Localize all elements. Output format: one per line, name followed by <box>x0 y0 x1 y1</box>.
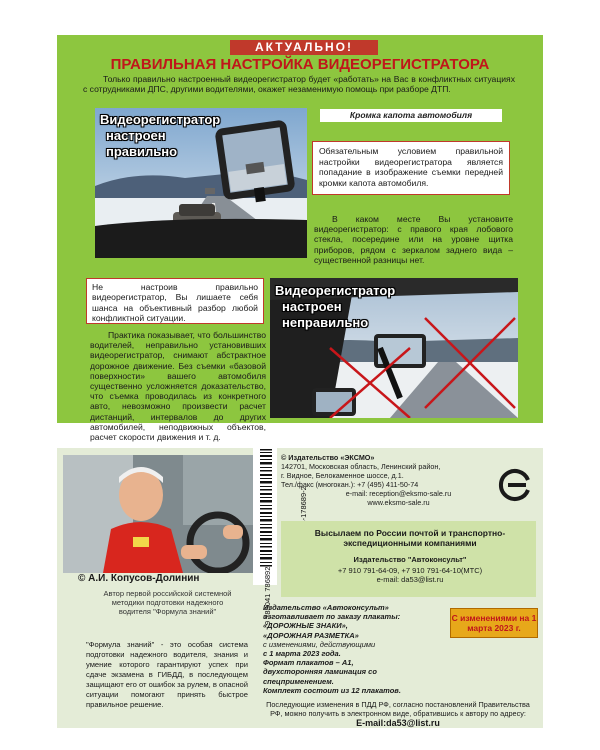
photo-bad-caption-1: Видеорегистратор <box>275 283 396 298</box>
publisher-info <box>281 453 516 507</box>
author-photo <box>63 455 253 573</box>
shipping-email: e-mail: da53@list.ru <box>376 575 444 585</box>
publisher-name: © Издательство «ЭКСМО» <box>281 453 375 462</box>
order-line-5: с изменениями, действующими <box>263 639 376 649</box>
formula-description: "Формула знаний" - это особая система подготовки надежного водителя, знания и умение которого гарантируют успех при сдаче экзамена в ГИБДД, в последующем защищают его от ошибок за рулем, в опасной ситуации помогают принять быстрое правильное решение. <box>86 640 248 709</box>
publisher-address-1: 142701, Московская область, Ленинский район, <box>281 462 441 471</box>
shipping-company: Издательство "Автоконсульт" <box>353 555 467 564</box>
actual-badge: АКТУАЛЬНО! <box>230 40 378 55</box>
bottom-email: E-mail:da53@list.ru <box>356 718 440 728</box>
photo-bad-caption-2: настроен <box>282 299 342 314</box>
author-name: © А.И. Копусов-Долинин <box>78 573 200 584</box>
warning-box: Не настроив правильно видеорегистратор, Вы лишаете себя шанса на объективный разбор любой конфликтной ситуации. <box>86 278 264 324</box>
poster-order-text <box>263 603 443 695</box>
publisher-website: www.eksmo-sale.ru <box>367 498 430 507</box>
practice-text: Практика показывает, что большинство водителей, неправильно установивших видеорегистратор, снимают абстрактное дорожное движение. Без съемки «базовой поверхности» вашего автомобиля существенно усложняется доказательство, что съемка проводилась из конкретного авто, невозможно произвести расчет дистанций, интервалов до других автомобилей, неподвижных объектов, расчет скорости движения и т. д. <box>90 330 266 443</box>
order-line-3: «ДОРОЖНЫЕ ЗНАКИ», <box>263 621 348 631</box>
condition-box: Обязательным условием правильной настройки видеорегистратора является попадание в изображение съемки передней кромки капота автомобиля. <box>312 141 510 195</box>
publisher-email: e-mail: reception@eksmo-sale.ru <box>345 489 452 498</box>
changes-badge: С изменениями на 1 марта 2023 г. <box>450 608 538 638</box>
photo-bad-caption-3: неправильно <box>282 315 369 330</box>
order-line-2: изготавливает по заказу плакаты: <box>263 612 401 622</box>
order-line-8: двухсторонняя ламинация со спецприменением. <box>263 667 377 686</box>
photo-good-caption-2: настроен <box>106 128 166 143</box>
shipping-contacts <box>300 566 520 584</box>
eksmo-logo-icon <box>498 468 532 502</box>
order-line-6: с 1 марта 2023 года. <box>263 649 341 659</box>
bottom-note: Последующие изменения в ПДД РФ, согласно постановлений Правительства РФ, можно получить в электронном виде, обратившись к автору по адресу: <box>266 700 530 718</box>
page-title: ПРАВИЛЬНАЯ НАСТРОЙКА ВИДЕОРЕГИСТРАТОРА <box>110 56 490 73</box>
order-line-7: Формат плакатов – А1, <box>263 658 354 668</box>
placement-text: В каком месте Вы установите видеорегистратор: с правого края лобового стекла, посередине или на уровне щитка приборов, рядом с зеркалом заднего вида – существенной разницы нет. <box>314 214 513 265</box>
publisher-address-2: г. Видное, Белокаменное шоссе, д.1. <box>281 471 404 480</box>
order-line-9: Комплект состоит из 12 плакатов. <box>263 685 401 695</box>
publisher-phone: Тел./факс (многокан.): +7 (495) 411-50-74 <box>281 480 419 489</box>
eksmo-logo-icon-svg <box>498 468 532 502</box>
barcode-digits: 9 785041 786892 <box>263 566 272 625</box>
shipping-text: Высылаем по России почтой и транспортно-экспедиционными компаниями <box>314 528 506 548</box>
hood-edge-label: Кромка капота автомобиля <box>320 109 502 122</box>
intro-text: Только правильно настроенный видеорегистратор будет «работать» на Вас в конфликтных ситуациях с сотрудниками ДПС, другими водителями, окажет незаменимую помощь при разборе ДТП. <box>83 74 515 95</box>
author-portrait <box>63 455 253 573</box>
order-line-4: «ДОРОЖНАЯ РАЗМЕТКА» <box>263 630 359 640</box>
shipping-phones: +7 910 791-64-09, +7 910 791-64-10(МТС) <box>337 566 483 575</box>
order-line-1: Издательство «Автоконсульт» <box>263 603 389 612</box>
author-description: Автор первой российской системной методики подготовки надежного водителя "Формула знаний" <box>103 589 232 616</box>
photo-good-caption-3: правильно <box>106 144 178 159</box>
photo-good-caption-1: Видеорегистратор <box>100 112 221 127</box>
